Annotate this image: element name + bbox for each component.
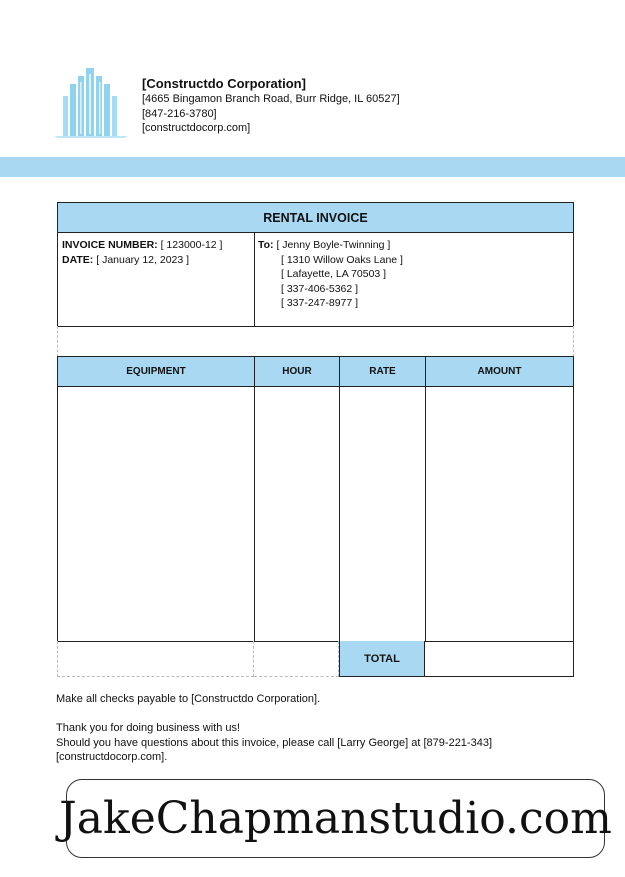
total-label: TOTAL xyxy=(339,641,425,677)
column-divider xyxy=(254,357,255,641)
info-divider xyxy=(254,232,255,326)
spacer-row xyxy=(57,326,574,357)
invoice-number-label: INVOICE NUMBER: xyxy=(62,239,158,251)
header-band xyxy=(0,157,625,177)
invoice-title: RENTAL INVOICE xyxy=(57,202,574,233)
empty-cell xyxy=(57,641,254,677)
thanks-note: Thank you for doing business with us! xyxy=(56,722,241,734)
column-header-equipment: EQUIPMENT xyxy=(126,366,186,377)
column-header-hour: HOUR xyxy=(282,366,312,377)
recipient-name: [ Jenny Boyle-Twinning ] xyxy=(273,239,391,251)
to-label: To: xyxy=(258,239,274,251)
recipient-phone-2: [ 337-247-8977 ] xyxy=(281,297,359,309)
company-name: [Constructdo Corporation] xyxy=(142,76,306,91)
recipient-city: [ Lafayette, LA 70503 ] xyxy=(281,268,387,280)
company-address: [4665 Bingamon Branch Road, Burr Ridge, IL 60527] xyxy=(142,93,400,105)
notes-website: [constructdocorp.com]. xyxy=(56,751,168,763)
recipient-block xyxy=(258,238,403,311)
invoice-notes xyxy=(56,692,576,765)
company-website: [constructdocorp.com] xyxy=(142,122,251,134)
column-divider xyxy=(339,357,340,641)
line-items-table xyxy=(57,356,574,642)
column-header-amount: AMOUNT xyxy=(477,366,522,377)
date-value: [ January 12, 2023 ] xyxy=(93,253,190,266)
empty-cell xyxy=(254,641,339,677)
recipient-street: [ 1310 Willow Oaks Lane ] xyxy=(281,253,403,266)
watermark: JakeChapmanstudio.com xyxy=(66,779,605,858)
date-label: DATE: xyxy=(62,253,94,266)
building-logo-icon xyxy=(54,66,128,138)
invoice-meta xyxy=(62,238,222,267)
checks-note: Make all checks payable to [Constructdo Corporation]. xyxy=(56,693,321,705)
total-row xyxy=(57,641,574,677)
total-amount-cell xyxy=(424,641,574,677)
company-header xyxy=(142,75,400,136)
column-header-rate: RATE xyxy=(369,366,396,377)
invoice-info-section xyxy=(57,232,574,327)
column-divider xyxy=(425,357,426,641)
questions-note: Should you have questions about this invoice, please call [Larry George] at [879-221-343] xyxy=(56,736,492,749)
recipient-phone-1: [ 337-406-5362 ] xyxy=(281,282,359,295)
invoice-number-value: [ 123000-12 ] xyxy=(157,239,223,251)
company-phone: [847-216-3780] xyxy=(142,107,217,120)
